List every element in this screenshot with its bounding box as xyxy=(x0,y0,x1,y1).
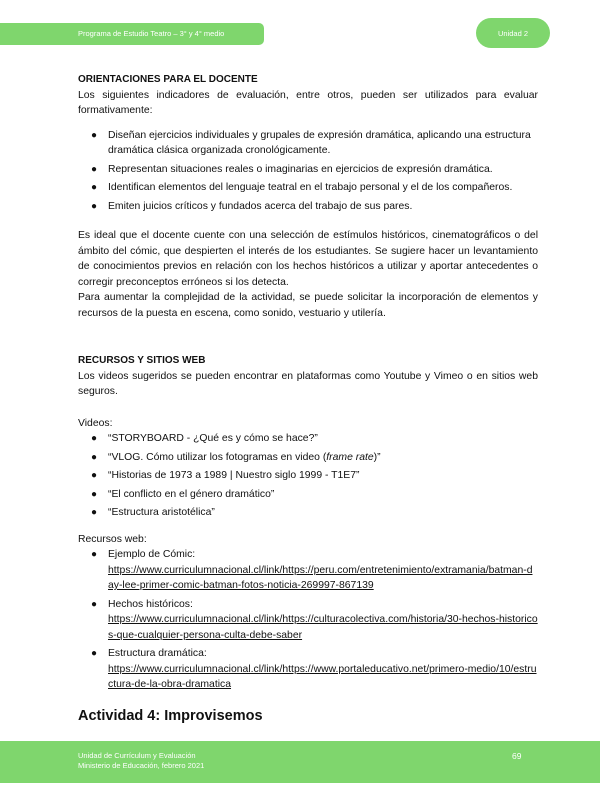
bullet-icon: ● xyxy=(91,470,98,481)
footer-line-1: Unidad de Currículum y Evaluación xyxy=(78,751,196,760)
comic-link[interactable]: https://www.curriculumnacional.cl/link/https://peru.com/entretenimiento/extramania/batman-day-lee-primer-comic-batman-fotos-noticia-269997-867139 xyxy=(108,564,533,591)
footer-line-2: Ministerio de Educación, febrero 2021 xyxy=(78,761,205,770)
bullet-icon: ● xyxy=(91,129,98,141)
page-content xyxy=(78,72,538,724)
bullet-icon: ● xyxy=(91,488,98,500)
orientaciones-intro: Los siguientes indicadores de evaluación, entre otros, pueden ser utilizados para evaluar formativamente: xyxy=(78,89,538,116)
page-number: 69 xyxy=(512,751,522,761)
web-resource-label: Estructura dramática: xyxy=(108,648,207,659)
list-item: ● Emiten juicios críticos y fundados acerca del trabajo de sus pares. xyxy=(108,199,538,215)
list-item: ● “Historias de 1973 a 1989 | Nuestro siglo 1999 - T1E7” xyxy=(108,468,538,484)
bullet-icon: ● xyxy=(91,507,98,518)
list-item: ● Diseñan ejercicios individuales y grupales de expresión dramática, aplicando una estructura dramática clásica organizada cronológicamente. xyxy=(91,129,531,156)
bullet-icon: ● xyxy=(91,200,98,212)
videos-label: Videos: xyxy=(78,417,113,429)
list-item: ● “VLOG. Cómo utilizar los fotogramas en video (frame rate)” xyxy=(108,450,538,466)
orientaciones-paragraph-2: Para aumentar la complejidad de la actividad, se puede solicitar la incorporación de elementos y recursos de la puesta en escena, como sonido, vestuario y utilería. xyxy=(78,292,538,319)
list-item xyxy=(91,547,538,594)
bullet-icon: ● xyxy=(91,549,98,560)
list-item: ● “STORYBOARD - ¿Qué es y cómo se hace?” xyxy=(108,431,538,447)
orientaciones-heading: ORIENTACIONES PARA EL DOCENTE xyxy=(78,74,258,85)
bullet-icon: ● xyxy=(91,598,98,610)
bullet-icon: ● xyxy=(91,451,98,463)
web-list xyxy=(78,547,538,693)
dramatic-structure-link[interactable]: https://www.curriculumnacional.cl/link/https://www.portaleducativo.net/primero-medio/10/estructura-de-la-obra-dramatica xyxy=(108,663,537,690)
recursos-heading: RECURSOS Y SITIOS WEB xyxy=(78,355,206,366)
web-resource-label: Ejemplo de Cómic: xyxy=(108,549,196,560)
list-item: ● “El conflicto en el género dramático” xyxy=(108,487,538,503)
historical-facts-link[interactable]: https://www.curriculumnacional.cl/link/https://culturacolectiva.com/historia/30-hechos-historicos-que-cualquier-persona-culta-debe-saber xyxy=(108,614,538,641)
list-item: ● Identifican elementos del lenguaje teatral en el trabajo personal y el de los compañeros. xyxy=(108,180,538,196)
bullet-icon: ● xyxy=(91,648,98,659)
activity-title: Actividad 4: Improvisemos xyxy=(78,707,263,724)
bullet-icon: ● xyxy=(91,182,98,193)
orientaciones-paragraph-1: Es ideal que el docente cuente con una selección de estímulos históricos, cinematográficos o del ámbito del cómic, que despierten el interés de los estudiantes. Se sugiere hacer un levantamiento de conocimientos previos en relación con los hechos históricos a utilizar y aportar antecedentes o corregir preconceptos erróneos si los detecta. xyxy=(78,230,538,288)
list-item: ● “Estructura aristotélica” xyxy=(108,505,538,521)
list-item xyxy=(91,646,538,693)
program-title: Programa de Estudio Teatro – 3° y 4° medio xyxy=(78,29,225,38)
footer-text xyxy=(78,751,204,771)
recursos-intro: Los videos sugeridos se pueden encontrar en plataformas como Youtube y Vimeo o en sitios web seguros. xyxy=(78,370,538,397)
list-item: ● Representan situaciones reales o imaginarias en ejercicios de expresión dramática. xyxy=(108,162,538,178)
indicator-list xyxy=(78,128,538,215)
bullet-icon: ● xyxy=(91,433,98,444)
web-label: Recursos web: xyxy=(78,533,147,545)
web-resource-label: Hechos históricos: xyxy=(108,598,193,610)
unit-badge: Unidad 2 xyxy=(476,18,550,48)
bullet-icon: ● xyxy=(91,163,98,175)
list-item xyxy=(91,597,538,644)
video-list xyxy=(78,431,538,521)
